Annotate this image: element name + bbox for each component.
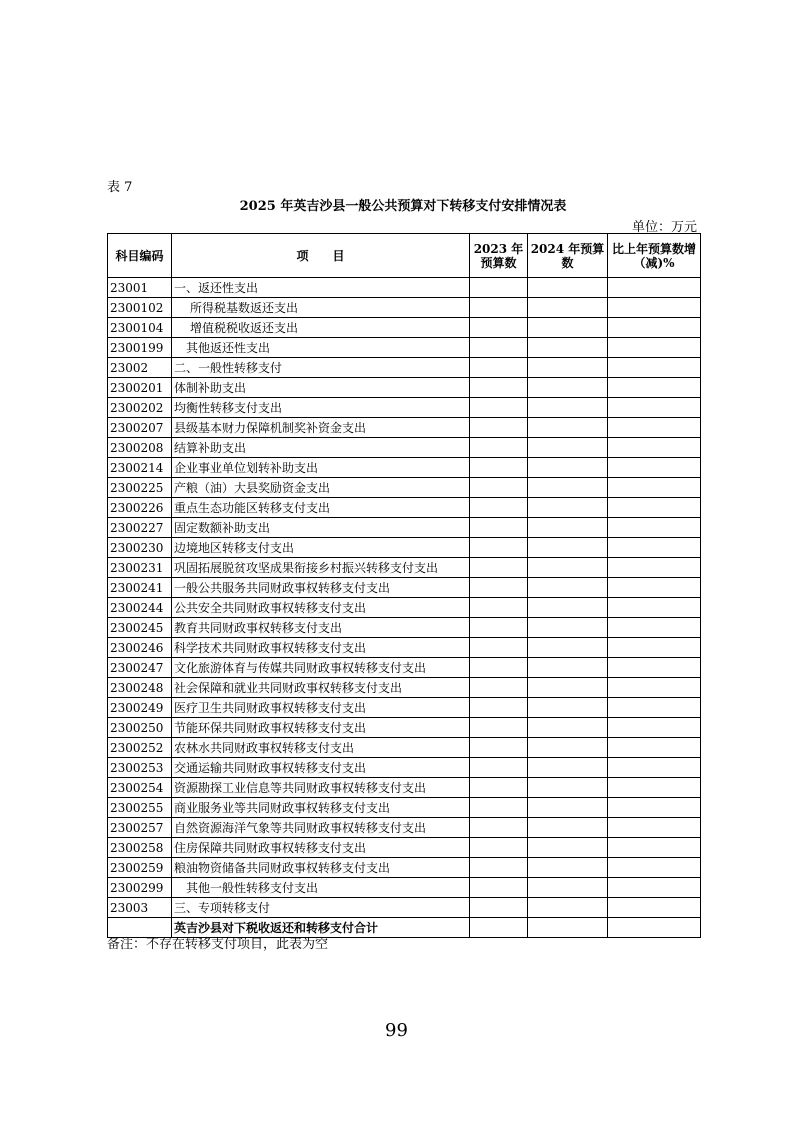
change-percent-cell (608, 858, 701, 878)
change-percent-cell (608, 678, 701, 698)
subject-code-cell: 23002 (108, 358, 172, 378)
subject-code-cell: 2300246 (108, 638, 172, 658)
table-header-row (108, 234, 701, 278)
table-row (108, 398, 701, 418)
table-row (108, 878, 701, 898)
budget-2024-cell (528, 698, 608, 718)
change-percent-cell (608, 878, 701, 898)
subject-code-cell: 2300259 (108, 858, 172, 878)
subject-code-cell: 2300247 (108, 658, 172, 678)
budget-2023-cell (470, 798, 528, 818)
budget-2023-cell (470, 338, 528, 358)
change-percent-cell (608, 658, 701, 678)
item-name-cell: 社会保障和就业共同财政事权转移支付支出 (172, 678, 470, 698)
budget-2023-cell (470, 578, 528, 598)
subject-code-cell: 2300258 (108, 838, 172, 858)
budget-2024-cell (528, 298, 608, 318)
budget-2023-cell (470, 298, 528, 318)
budget-2024-cell (528, 338, 608, 358)
subject-code-cell: 2300248 (108, 678, 172, 698)
subject-code-cell: 23003 (108, 898, 172, 918)
budget-2023-cell (470, 818, 528, 838)
subject-code-cell: 2300252 (108, 738, 172, 758)
item-name-cell: 农林水共同财政事权转移支付支出 (172, 738, 470, 758)
budget-2023-cell (470, 898, 528, 918)
item-name-cell: 三、专项转移支付 (172, 898, 470, 918)
change-percent-cell (608, 418, 701, 438)
change-percent-cell (608, 338, 701, 358)
item-name-cell: 其他返还性支出 (172, 338, 470, 358)
subject-code-cell: 2300231 (108, 558, 172, 578)
change-percent-cell (608, 318, 701, 338)
change-percent-cell (608, 778, 701, 798)
item-name-cell: 医疗卫生共同财政事权转移支付支出 (172, 698, 470, 718)
budget-2024-cell (528, 278, 608, 298)
table-row (108, 658, 701, 678)
table-row (108, 358, 701, 378)
budget-2024-cell (528, 318, 608, 338)
item-name-cell: 教育共同财政事权转移支付支出 (172, 618, 470, 638)
change-percent-cell (608, 598, 701, 618)
budget-2023-cell (470, 418, 528, 438)
item-name-cell: 巩固拓展脱贫攻坚成果衔接乡村振兴转移支付支出 (172, 558, 470, 578)
budget-2023-cell (470, 358, 528, 378)
header-change-percent: 比上年预算数增（减)% (608, 234, 701, 278)
page-number: 99 (385, 1020, 408, 1041)
subject-code-cell: 2300199 (108, 338, 172, 358)
header-code: 科目编码 (108, 234, 172, 278)
subject-code-cell: 2300227 (108, 518, 172, 538)
subject-code-cell: 2300241 (108, 578, 172, 598)
change-percent-cell (608, 378, 701, 398)
budget-2023-cell (470, 538, 528, 558)
item-name-cell: 资源勘探工业信息等共同财政事权转移支付支出 (172, 778, 470, 798)
table-row (108, 598, 701, 618)
budget-2023-cell (470, 478, 528, 498)
subject-code-cell: 2300226 (108, 498, 172, 518)
item-name-cell: 住房保障共同财政事权转移支付支出 (172, 838, 470, 858)
change-percent-cell (608, 458, 701, 478)
budget-2023-cell (470, 278, 528, 298)
budget-2024-cell (528, 658, 608, 678)
budget-2023-cell (470, 738, 528, 758)
table-row (108, 858, 701, 878)
subject-code-cell: 2300253 (108, 758, 172, 778)
budget-2023-cell (470, 498, 528, 518)
subject-code-cell: 2300225 (108, 478, 172, 498)
subject-code-cell: 2300207 (108, 418, 172, 438)
budget-2024-cell (528, 838, 608, 858)
budget-2024-cell (528, 578, 608, 598)
header-item: 项 目 (172, 234, 470, 278)
change-percent-cell (608, 398, 701, 418)
total-label: 英吉沙县对下税收返还和转移支付合计 (172, 918, 470, 938)
subject-code-cell: 2300244 (108, 598, 172, 618)
table-row (108, 458, 701, 478)
budget-2023-cell (470, 858, 528, 878)
item-name-cell: 粮油物资储备共同财政事权转移支付支出 (172, 858, 470, 878)
budget-2023-cell (470, 518, 528, 538)
item-name-cell: 产粮（油）大县奖励资金支出 (172, 478, 470, 498)
table-row (108, 278, 701, 298)
item-name-cell: 重点生态功能区转移支付支出 (172, 498, 470, 518)
table-row (108, 678, 701, 698)
change-percent-cell (608, 758, 701, 778)
table-row (108, 518, 701, 538)
item-name-cell: 节能环保共同财政事权转移支付支出 (172, 718, 470, 738)
table-row (108, 578, 701, 598)
change-percent-cell (608, 838, 701, 858)
item-name-cell: 自然资源海洋气象等共同财政事权转移支付支出 (172, 818, 470, 838)
item-name-cell: 一般公共服务共同财政事权转移支付支出 (172, 578, 470, 598)
item-name-cell: 科学技术共同财政事权转移支付支出 (172, 638, 470, 658)
budget-2024-cell (528, 418, 608, 438)
table-row (108, 758, 701, 778)
budget-2023-cell (470, 758, 528, 778)
budget-2024-cell (528, 798, 608, 818)
change-percent-cell (608, 698, 701, 718)
change-percent-cell (608, 738, 701, 758)
item-name-cell: 文化旅游体育与传媒共同财政事权转移支付支出 (172, 658, 470, 678)
item-name-cell: 企业事业单位划转补助支出 (172, 458, 470, 478)
table-row (108, 298, 701, 318)
item-name-cell: 二、一般性转移支付 (172, 358, 470, 378)
transfer-payment-table (107, 233, 701, 938)
budget-2023-cell (470, 698, 528, 718)
budget-2024-cell (528, 878, 608, 898)
budget-2023-cell (470, 378, 528, 398)
table-row (108, 698, 701, 718)
table-row (108, 478, 701, 498)
table-row (108, 778, 701, 798)
subject-code-cell: 2300250 (108, 718, 172, 738)
table-row (108, 418, 701, 438)
table-row (108, 818, 701, 838)
subject-code-cell: 2300245 (108, 618, 172, 638)
subject-code-cell: 2300249 (108, 698, 172, 718)
budget-2023-cell (470, 598, 528, 618)
table-body (108, 278, 701, 938)
total-2023-cell (470, 918, 528, 938)
change-percent-cell (608, 818, 701, 838)
table-row (108, 338, 701, 358)
header-2024-budget: 2024 年预算数 (528, 234, 608, 278)
change-percent-cell (608, 278, 701, 298)
table-row (108, 838, 701, 858)
budget-2023-cell (470, 638, 528, 658)
budget-2024-cell (528, 858, 608, 878)
budget-2023-cell (470, 398, 528, 418)
budget-2024-cell (528, 638, 608, 658)
page-title: 2025 年英吉沙县一般公共预算对下转移支付安排情况表 (239, 199, 567, 214)
item-name-cell: 交通运输共同财政事权转移支付支出 (172, 758, 470, 778)
budget-2024-cell (528, 758, 608, 778)
subject-code-cell: 2300214 (108, 458, 172, 478)
change-percent-cell (608, 538, 701, 558)
budget-2024-cell (528, 458, 608, 478)
budget-2024-cell (528, 818, 608, 838)
subject-code-cell: 2300255 (108, 798, 172, 818)
subject-code-cell: 2300201 (108, 378, 172, 398)
table-row (108, 318, 701, 338)
subject-code-cell: 2300299 (108, 878, 172, 898)
table-row (108, 498, 701, 518)
subject-code-cell: 2300208 (108, 438, 172, 458)
unit-label: 单位：万元 (631, 220, 697, 235)
budget-2023-cell (470, 318, 528, 338)
budget-2024-cell (528, 618, 608, 638)
change-percent-cell (608, 498, 701, 518)
change-percent-cell (608, 898, 701, 918)
table-row (108, 798, 701, 818)
item-name-cell: 所得税基数返还支出 (172, 298, 470, 318)
change-percent-cell (608, 798, 701, 818)
budget-2024-cell (528, 478, 608, 498)
item-name-cell: 增值税税收返还支出 (172, 318, 470, 338)
budget-2023-cell (470, 778, 528, 798)
header-2023-budget: 2023 年预算数 (470, 234, 528, 278)
change-percent-cell (608, 578, 701, 598)
budget-2024-cell (528, 558, 608, 578)
budget-2024-cell (528, 718, 608, 738)
change-percent-cell (608, 618, 701, 638)
budget-2024-cell (528, 598, 608, 618)
item-name-cell: 体制补助支出 (172, 378, 470, 398)
subject-code-cell: 2300254 (108, 778, 172, 798)
change-percent-cell (608, 718, 701, 738)
budget-2024-cell (528, 398, 608, 418)
budget-2024-cell (528, 358, 608, 378)
budget-2024-cell (528, 778, 608, 798)
change-percent-cell (608, 638, 701, 658)
change-percent-cell (608, 518, 701, 538)
budget-2024-cell (528, 378, 608, 398)
table-row (108, 638, 701, 658)
change-percent-cell (608, 298, 701, 318)
budget-2023-cell (470, 658, 528, 678)
subject-code-cell: 2300230 (108, 538, 172, 558)
table-row (108, 558, 701, 578)
table-row (108, 438, 701, 458)
item-name-cell: 一、返还性支出 (172, 278, 470, 298)
table-row (108, 738, 701, 758)
footnote: 备注：不存在转移支付项目，此表为空 (107, 937, 329, 952)
subject-code-cell: 2300102 (108, 298, 172, 318)
budget-2024-cell (528, 738, 608, 758)
budget-2024-cell (528, 438, 608, 458)
budget-2024-cell (528, 538, 608, 558)
total-change-cell (608, 918, 701, 938)
item-name-cell: 公共安全共同财政事权转移支付支出 (172, 598, 470, 618)
total-2024-cell (528, 918, 608, 938)
budget-2023-cell (470, 438, 528, 458)
item-name-cell: 均衡性转移支付支出 (172, 398, 470, 418)
table-row (108, 718, 701, 738)
item-name-cell: 其他一般性转移支付支出 (172, 878, 470, 898)
item-name-cell: 边境地区转移支付支出 (172, 538, 470, 558)
change-percent-cell (608, 358, 701, 378)
budget-2023-cell (470, 458, 528, 478)
budget-2024-cell (528, 498, 608, 518)
budget-2024-cell (528, 678, 608, 698)
subject-code-cell: 23001 (108, 278, 172, 298)
budget-2023-cell (470, 718, 528, 738)
budget-2023-cell (470, 838, 528, 858)
change-percent-cell (608, 438, 701, 458)
subject-code-cell: 2300104 (108, 318, 172, 338)
subject-code-cell: 2300257 (108, 818, 172, 838)
item-name-cell: 结算补助支出 (172, 438, 470, 458)
change-percent-cell (608, 558, 701, 578)
item-name-cell: 商业服务业等共同财政事权转移支付支出 (172, 798, 470, 818)
budget-2024-cell (528, 518, 608, 538)
table-row (108, 378, 701, 398)
item-name-cell: 县级基本财力保障机制奖补资金支出 (172, 418, 470, 438)
change-percent-cell (608, 478, 701, 498)
table-row (108, 538, 701, 558)
item-name-cell: 固定数额补助支出 (172, 518, 470, 538)
table-row (108, 898, 701, 918)
subject-code-cell: 2300202 (108, 398, 172, 418)
budget-2023-cell (470, 558, 528, 578)
budget-2024-cell (528, 898, 608, 918)
table-label: 表 7 (107, 180, 133, 195)
budget-2023-cell (470, 878, 528, 898)
table-row (108, 618, 701, 638)
budget-2023-cell (470, 618, 528, 638)
budget-2023-cell (470, 678, 528, 698)
